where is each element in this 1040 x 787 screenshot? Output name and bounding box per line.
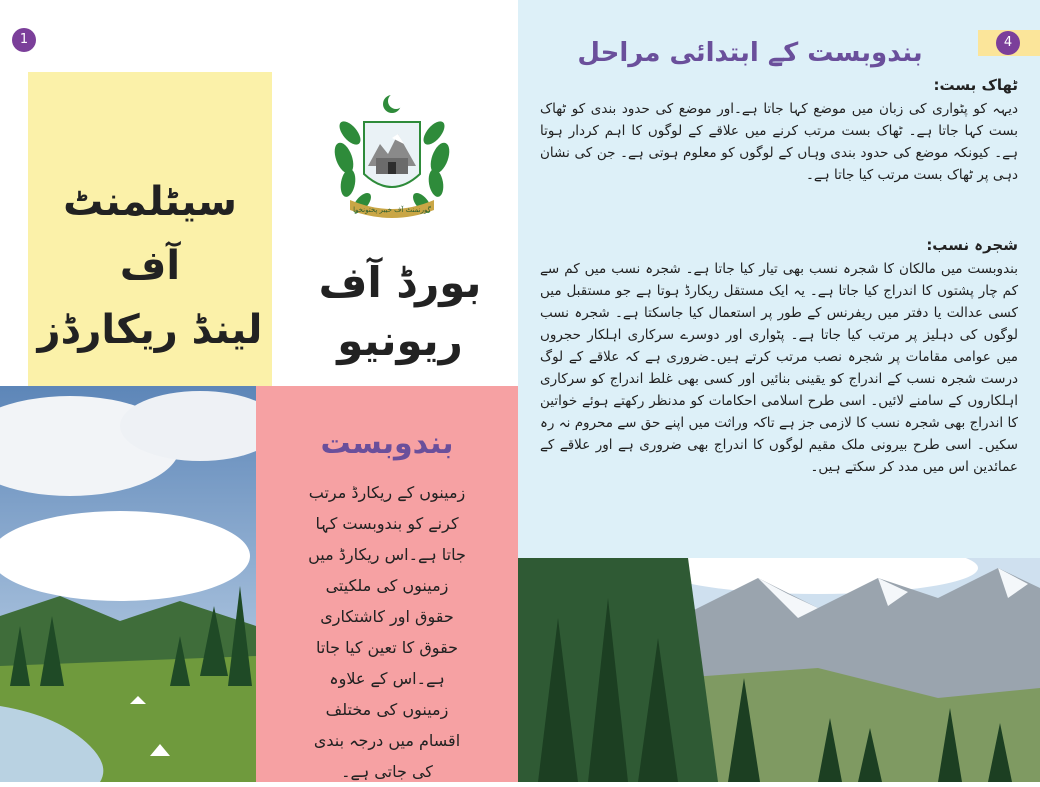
- bandobast-box: [256, 386, 518, 782]
- page-number-right: 4: [996, 31, 1020, 55]
- title-line-2: لینڈ ریکارڈز: [37, 307, 263, 353]
- page-number-left: 1: [12, 28, 36, 52]
- section-2-body: بندوبست میں مالکان کا شجرہ نسب بھی تیار کیا جاتا ہے۔ شجرہ نسب میں کم سے کم چار پشتوں کا اندراج کیا جاتا ہے۔ یہ ایک مستقل ریکارڈ ہوتا ہے جو مستقبل میں کسی عدالت یا دفتر میں ریفرنس کے طور پر استعمال کیا جاسکتا ہے۔ شجرہ نسب لوگوں کی دہلیز پر مرتب کیا جاتا ہے۔ پٹواری اور دوسرے سرکاری اہلکار حجروں میں عوامی مقامات پر شجرہ نصب مرتب کرتے ہیں۔ضروری ہے کہ علاقے کے لوگ درست شجرہ نسب کے اندراج کو یقینی بنائیں اور کسی بھی غلط اندراج کو سرکاری اہلکاروں کے سامنے لائیں۔ اسی طرح اسلامی احکامات کو مدنظر رکھتے ہوئے خواتین کا اندراج بھی شجرہ نسب کا لازمی جز ہے تاکہ وراثت میں اپنے حق سے محروم نہ رہ سکیں۔ اسی طرح بیرونی ملک مقیم لوگوں کا اندراج بھی ضروری ہے اور علاقے کے عمائدین اس میں مدد کر سکتے ہیں۔: [540, 261, 1018, 475]
- bandobast-body: زمینوں کے ریکارڈ مرتب کرنے کو بندوبست کہا جاتا ہے۔اس ریکارڈ میں زمینوں کی ملکیتی حقوق اور کاشتکاری حقوق کا تعین کیا جاتا ہے۔اس کے علاوہ زمینوں کی مختلف اقسام میں درجہ بندی کی جاتی ہے۔: [308, 483, 466, 781]
- section-1-body: دیہہ کو پٹواری کی زبان میں موضع کہا جاتا ہے۔اور موضع کی حدود بندی کو ٹھاک بست کہا جاتا ہے۔ ٹھاک بست مرتب کرنے میں علاقے کے لوگوں کا اہم کردار ہوتا ہے۔ کیونکہ موضع کی حدود بندی وہاں کے لوگوں کو معلوم ہوتی ہے۔ جن کی نشان دہی پر ٹھاک بست مرتب کیا جاتا ہے۔: [540, 101, 1018, 183]
- valley-river-photo: [0, 386, 256, 782]
- mountain-forest-photo: [518, 558, 1040, 782]
- section-2-title: شجرہ نسب:: [926, 236, 1018, 254]
- title-box: [28, 72, 272, 386]
- logo-caption: گورنمنٹ آف خیبر پختونخوا: [353, 206, 431, 214]
- bandobast-title: بندوبست: [320, 426, 454, 461]
- board-line-1: بورڈ آف: [318, 258, 482, 307]
- kp-government-logo: [322, 88, 462, 228]
- right-heading: بندوبست کے ابتدائی مراحل: [577, 38, 923, 68]
- title-line-1: سیٹلمنٹ آف: [63, 179, 237, 289]
- section-1-title: ٹھاک بست:: [933, 76, 1018, 94]
- board-line-2: ریونیو: [337, 316, 463, 365]
